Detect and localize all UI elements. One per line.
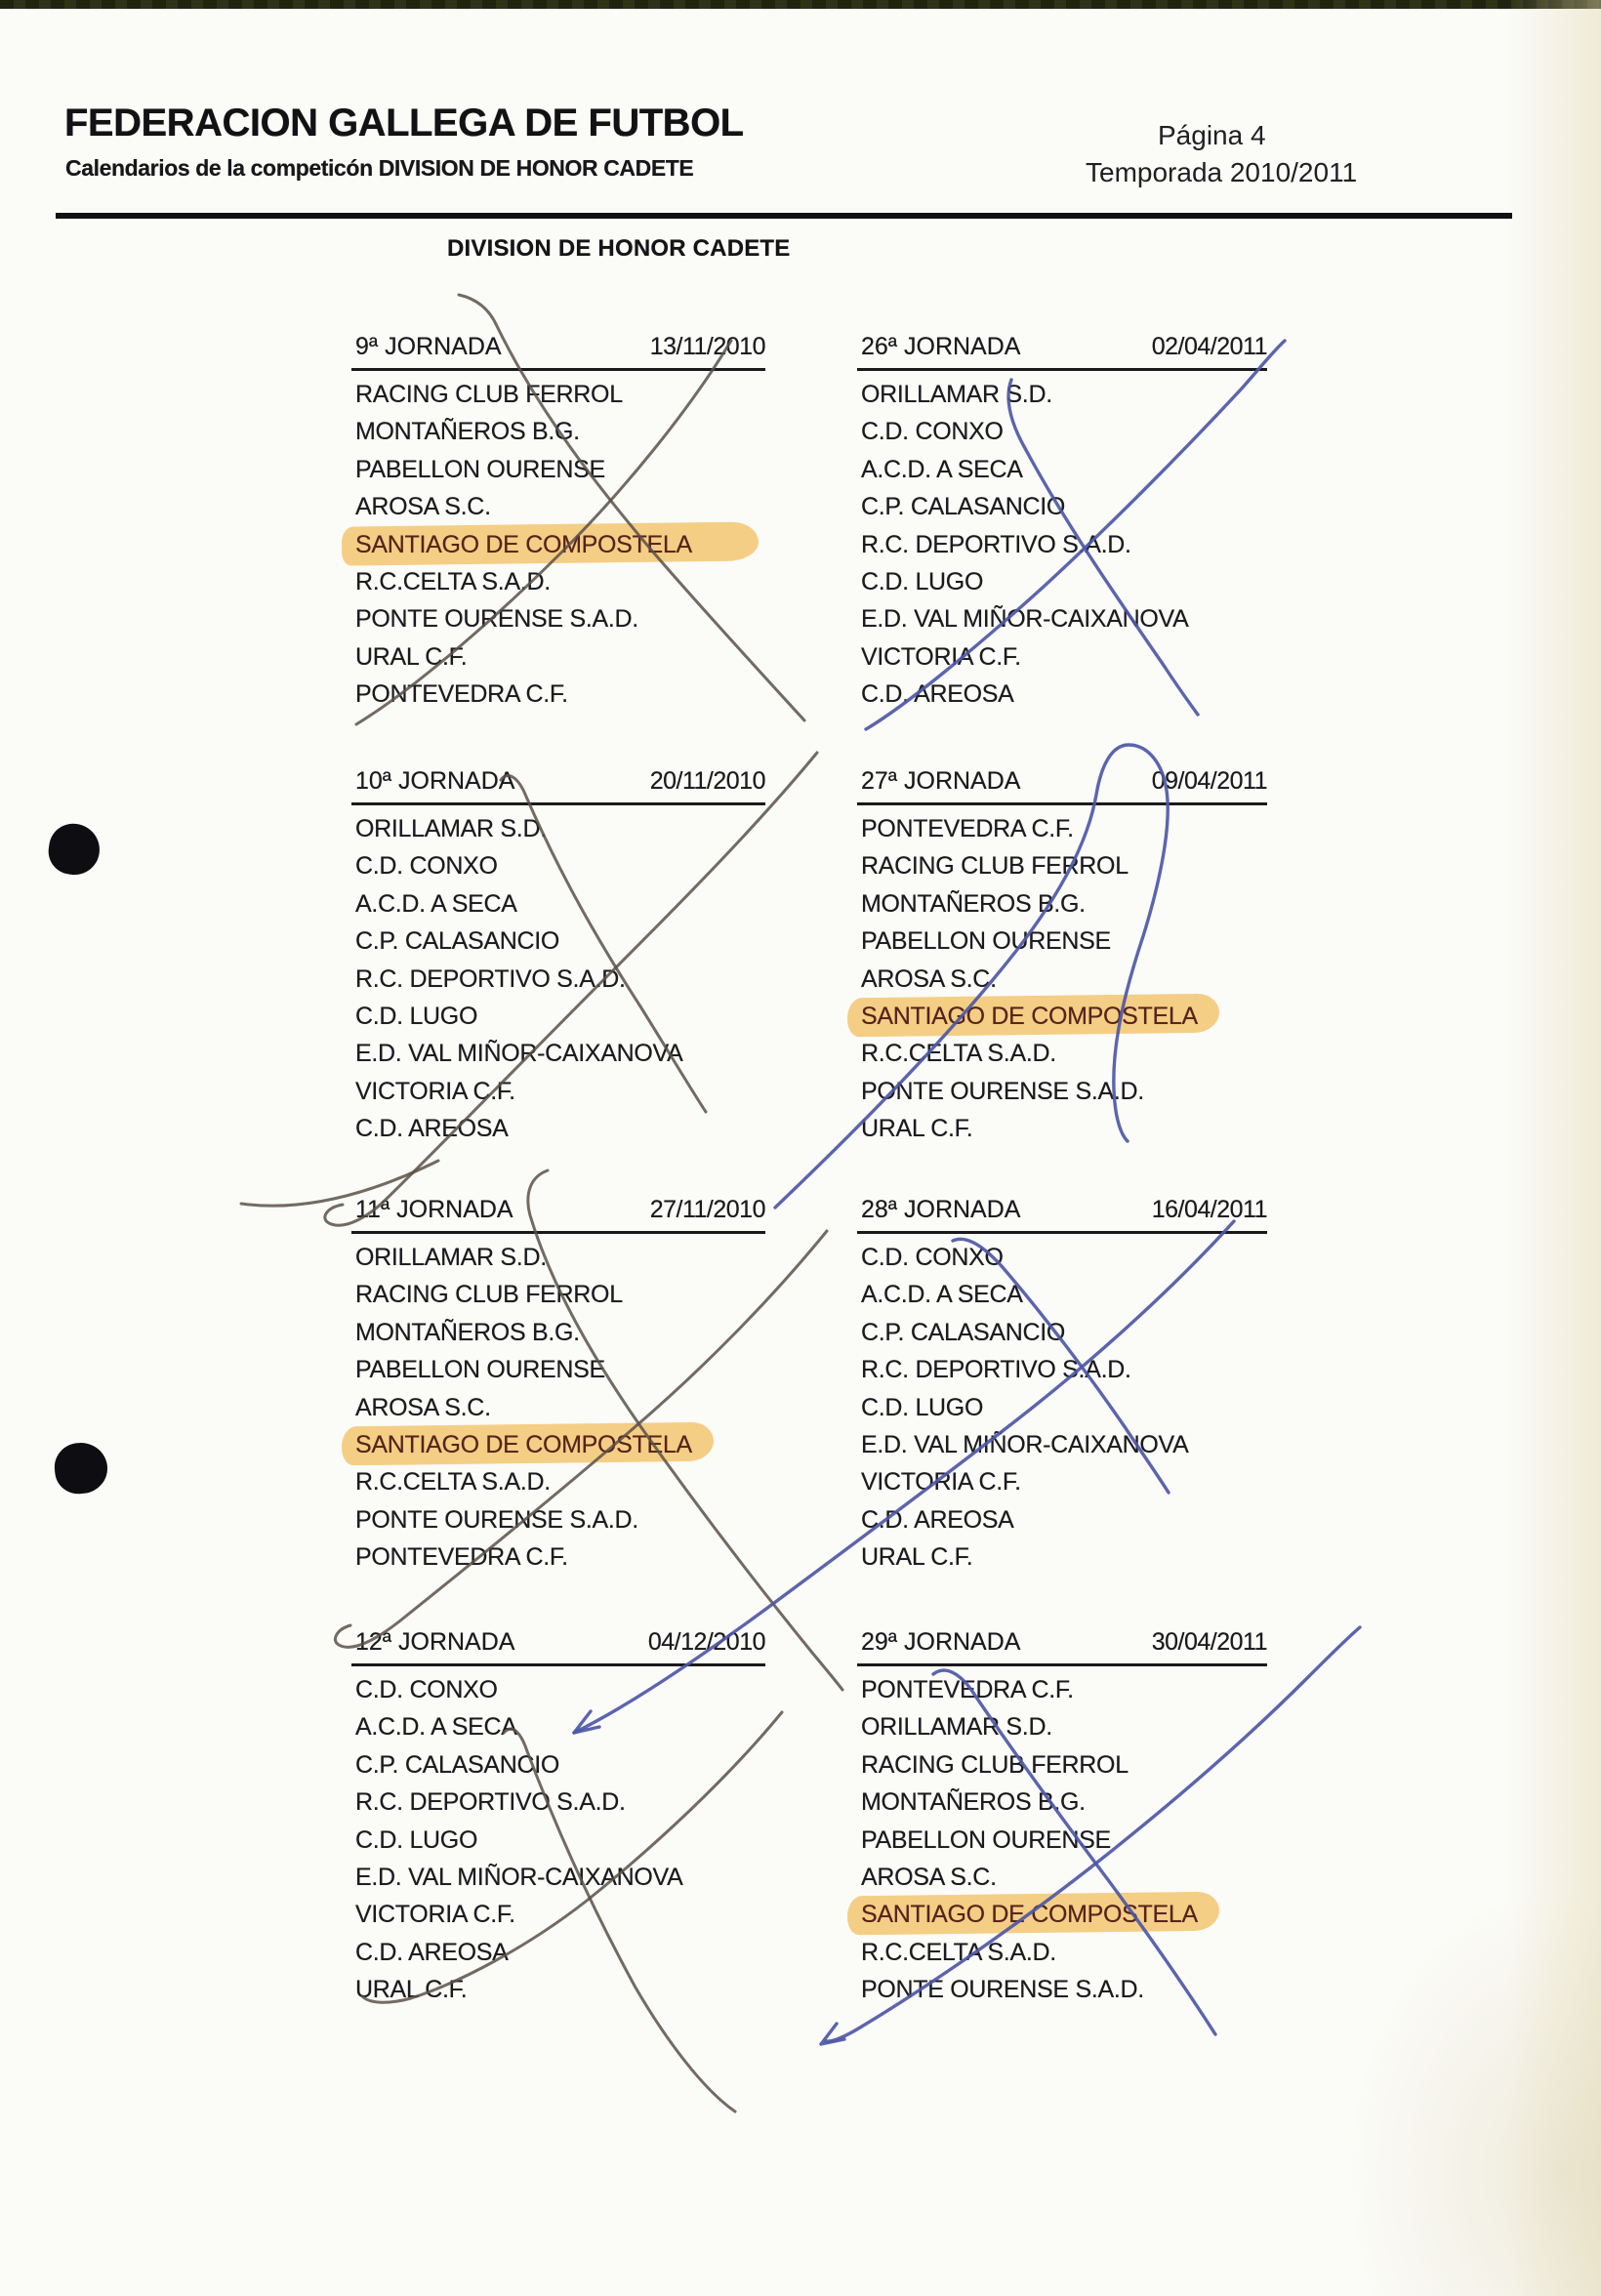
jornada-block <box>355 767 765 1148</box>
team-name: AROSA S.C. <box>861 964 997 993</box>
team-name: A.C.D. A SECA <box>355 1713 517 1742</box>
team-list <box>861 371 1267 714</box>
team-name: PONTEVEDRA C.F. <box>355 680 568 709</box>
team-name: VICTORIA C.F. <box>861 642 1021 671</box>
team-row <box>861 451 1267 488</box>
team-row <box>355 1035 765 1072</box>
team-row <box>861 563 1267 600</box>
team-row <box>861 885 1267 922</box>
team-row <box>355 563 765 600</box>
jornada-block <box>861 1196 1267 1577</box>
jornada-block <box>861 767 1267 1148</box>
jornada-label: 27ª JORNADA <box>861 767 1021 795</box>
team-name: RACING CLUB FERROL <box>861 1750 1129 1779</box>
team-name: R.C. DEPORTIVO S.A.D. <box>861 530 1131 558</box>
team-name: ORILLAMAR S.D. <box>861 381 1052 408</box>
team-list <box>355 1234 765 1577</box>
team-row <box>355 1239 765 1276</box>
jornada-date: 30/04/2011 <box>1151 1628 1267 1656</box>
team-row <box>355 922 765 960</box>
pen-arrowhead <box>821 2024 844 2044</box>
team-row <box>355 413 765 450</box>
team-row <box>861 922 1267 960</box>
team-row <box>355 1746 765 1784</box>
team-row <box>861 1351 1267 1388</box>
season-label: Temporada 2010/2011 <box>1086 157 1358 187</box>
team-name: URAL C.F. <box>861 1543 973 1572</box>
team-name: PABELLON OURENSE <box>355 1356 605 1384</box>
team-row <box>355 998 765 1035</box>
team-row <box>861 1073 1267 1110</box>
header-divider <box>56 213 1512 219</box>
team-name: R.C.CELTA S.A.D. <box>355 1468 551 1496</box>
jornada-block <box>355 1628 765 2009</box>
team-name: E.D. VAL MIÑOR-CAIXANOVA <box>355 1040 683 1068</box>
team-row <box>861 1501 1267 1538</box>
team-row <box>355 1426 765 1463</box>
jornada-block <box>355 333 765 714</box>
team-row <box>861 1314 1267 1351</box>
team-row <box>355 676 765 713</box>
hole-punch-dot <box>52 1440 109 1496</box>
team-name: PONTEVEDRA C.F. <box>861 815 1074 842</box>
team-row <box>861 1859 1267 1896</box>
team-row <box>355 1538 765 1576</box>
team-name: R.C.CELTA S.A.D. <box>861 1938 1056 1966</box>
team-row <box>355 1896 765 1933</box>
team-name: R.C. DEPORTIVO S.A.D. <box>355 1788 626 1817</box>
team-row <box>861 1784 1267 1821</box>
team-name: C.D. LUGO <box>861 1393 984 1421</box>
jornada-date: 27/11/2010 <box>649 1196 765 1223</box>
competition-subtitle: Calendarios de la competicón DIVISION DE HONOR CADETE <box>65 155 694 181</box>
team-row <box>355 961 765 998</box>
team-name: E.D. VAL MIÑOR-CAIXANOVA <box>861 605 1189 634</box>
jornada-block <box>861 333 1267 714</box>
team-row <box>861 413 1267 450</box>
team-row <box>355 1276 765 1313</box>
team-name: PABELLON OURENSE <box>861 927 1111 956</box>
hole-punch-dot <box>46 821 103 879</box>
team-row <box>355 1073 765 1110</box>
team-row <box>861 1276 1267 1313</box>
jornada-label: 9ª JORNADA <box>355 333 502 360</box>
team-name: C.D. LUGO <box>355 1825 478 1854</box>
team-row <box>861 1934 1267 1971</box>
team-name: C.P. CALASANCIO <box>861 1318 1066 1346</box>
team-row <box>861 1110 1267 1147</box>
federation-title: FEDERACION GALLEGA DE FUTBOL <box>64 102 744 144</box>
team-row <box>861 488 1267 525</box>
team-name: VICTORIA C.F. <box>355 1901 515 1929</box>
team-name: C.P. CALASANCIO <box>861 493 1066 521</box>
team-row <box>355 1971 765 2008</box>
team-name: MONTAÑEROS B.G. <box>861 1788 1086 1817</box>
team-name: AROSA S.C. <box>355 1393 491 1421</box>
team-row <box>861 1671 1267 1708</box>
team-row <box>355 1314 765 1351</box>
team-name: MONTAÑEROS B.G. <box>861 889 1086 918</box>
scan-corner-blotch <box>1347 1886 1601 2296</box>
team-row <box>861 1389 1267 1426</box>
jornada-label: 29ª JORNADA <box>861 1628 1021 1656</box>
page-number: Página 4 <box>1158 120 1266 150</box>
team-name: C.D. LUGO <box>861 567 984 595</box>
team-row <box>355 600 765 637</box>
team-row <box>861 376 1267 413</box>
team-name: C.D. AREOSA <box>355 1115 509 1143</box>
team-row <box>355 810 765 847</box>
team-name: RACING CLUB FERROL <box>861 852 1129 881</box>
jornada-date: 13/11/2010 <box>649 333 765 360</box>
scan-edge-bar <box>0 0 1601 9</box>
jornada-date: 16/04/2011 <box>1151 1196 1267 1223</box>
team-row <box>355 1708 765 1745</box>
team-name: PONTE OURENSE S.A.D. <box>355 605 638 634</box>
team-name: A.C.D. A SECA <box>861 455 1023 483</box>
team-name: URAL C.F. <box>355 1976 468 2004</box>
team-name: R.C. DEPORTIVO S.A.D. <box>861 1356 1131 1384</box>
team-name: RACING CLUB FERROL <box>355 1281 623 1309</box>
jornada-date: 09/04/2011 <box>1151 767 1267 795</box>
team-row <box>355 526 765 563</box>
team-list <box>355 371 765 714</box>
team-name: A.C.D. A SECA <box>861 1281 1023 1309</box>
team-row <box>861 1896 1267 1933</box>
team-row <box>355 1859 765 1896</box>
team-name: E.D. VAL MIÑOR-CAIXANOVA <box>861 1430 1189 1458</box>
team-name: A.C.D. A SECA <box>355 889 517 918</box>
team-row <box>861 1426 1267 1463</box>
team-name: PONTE OURENSE S.A.D. <box>355 1505 638 1534</box>
highlight-marker: SANTIAGO DE COMPOSTELA <box>861 998 1198 1035</box>
team-name: ORILLAMAR S.D. <box>355 815 547 842</box>
section-title: DIVISION DE HONOR CADETE <box>447 235 791 262</box>
team-row <box>355 1934 765 1971</box>
team-row <box>355 376 765 413</box>
team-name: AROSA S.C. <box>861 1863 997 1891</box>
highlight-marker: SANTIAGO DE COMPOSTELA <box>355 1426 692 1463</box>
team-row <box>861 1035 1267 1072</box>
team-name: PONTE OURENSE S.A.D. <box>861 1976 1144 2004</box>
team-row <box>861 1239 1267 1276</box>
jornada-date: 20/11/2010 <box>649 767 765 795</box>
team-name: C.D. LUGO <box>355 1002 478 1030</box>
team-name: PONTEVEDRA C.F. <box>355 1543 568 1572</box>
team-name: ORILLAMAR S.D. <box>355 1244 547 1271</box>
jornada-label: 26ª JORNADA <box>861 333 1021 360</box>
team-row <box>355 1463 765 1500</box>
jornada-label: 10ª JORNADA <box>355 767 515 795</box>
team-name: C.D. CONXO <box>861 1244 1004 1271</box>
team-name: MONTAÑEROS B.G. <box>355 418 580 446</box>
jornada-label: 28ª JORNADA <box>861 1196 1021 1223</box>
team-row <box>355 847 765 884</box>
team-name: C.D. CONXO <box>355 1676 498 1703</box>
team-row <box>355 1671 765 1708</box>
team-row <box>861 676 1267 713</box>
highlight-marker: SANTIAGO DE COMPOSTELA <box>861 1896 1198 1933</box>
jornada-date: 04/12/2010 <box>647 1628 765 1656</box>
team-row <box>861 1971 1267 2008</box>
jornada-label: 12ª JORNADA <box>355 1628 515 1656</box>
jornada-block <box>861 1628 1267 2009</box>
team-row <box>861 1708 1267 1745</box>
team-name: C.D. AREOSA <box>861 1505 1014 1534</box>
team-name: C.D. AREOSA <box>355 1938 509 1966</box>
team-name: PONTEVEDRA C.F. <box>861 1676 1074 1703</box>
team-row <box>355 638 765 676</box>
team-row <box>861 1538 1267 1576</box>
team-name: PONTE OURENSE S.A.D. <box>861 1077 1144 1105</box>
team-list <box>355 1666 765 2009</box>
team-list <box>861 1234 1267 1577</box>
team-name: PABELLON OURENSE <box>355 455 605 483</box>
team-name: C.P. CALASANCIO <box>355 1750 560 1779</box>
team-row <box>355 1501 765 1538</box>
highlight-marker: SANTIAGO DE COMPOSTELA <box>355 526 692 563</box>
jornada-label: 11ª JORNADA <box>355 1196 513 1223</box>
team-row <box>861 961 1267 998</box>
team-name: URAL C.F. <box>861 1115 973 1143</box>
team-name: VICTORIA C.F. <box>861 1468 1021 1496</box>
team-name: AROSA S.C. <box>355 493 491 521</box>
team-name: C.D. AREOSA <box>861 680 1014 709</box>
team-name: VICTORIA C.F. <box>355 1077 515 1105</box>
team-row <box>355 451 765 488</box>
team-name: R.C.CELTA S.A.D. <box>355 567 551 595</box>
team-name: C.D. CONXO <box>355 852 498 881</box>
team-row <box>355 1822 765 1859</box>
team-name: C.D. CONXO <box>861 418 1004 446</box>
team-row <box>861 1822 1267 1859</box>
team-row <box>355 1110 765 1147</box>
team-list <box>861 805 1267 1148</box>
team-list <box>355 805 765 1148</box>
team-name: ORILLAMAR S.D. <box>861 1713 1052 1742</box>
team-row <box>861 526 1267 563</box>
team-name: URAL C.F. <box>355 642 468 671</box>
team-row <box>861 847 1267 884</box>
team-row <box>861 998 1267 1035</box>
team-row <box>355 1784 765 1821</box>
team-row <box>861 1463 1267 1500</box>
jornada-block <box>355 1196 765 1577</box>
team-row <box>355 1389 765 1426</box>
team-name: R.C.CELTA S.A.D. <box>861 1040 1056 1068</box>
team-row <box>861 810 1267 847</box>
team-name: PABELLON OURENSE <box>861 1825 1111 1854</box>
team-row <box>355 1351 765 1388</box>
team-row <box>861 600 1267 637</box>
team-row <box>861 1746 1267 1784</box>
team-name: E.D. VAL MIÑOR-CAIXANOVA <box>355 1863 683 1891</box>
team-list <box>861 1666 1267 2009</box>
jornada-date: 02/04/2011 <box>1151 333 1267 360</box>
team-name: MONTAÑEROS B.G. <box>355 1318 580 1346</box>
team-name: RACING CLUB FERROL <box>355 381 623 408</box>
team-name: R.C. DEPORTIVO S.A.D. <box>355 964 626 993</box>
team-row <box>355 885 765 922</box>
team-name: C.P. CALASANCIO <box>355 927 560 956</box>
team-row <box>861 638 1267 676</box>
team-row <box>355 488 765 525</box>
